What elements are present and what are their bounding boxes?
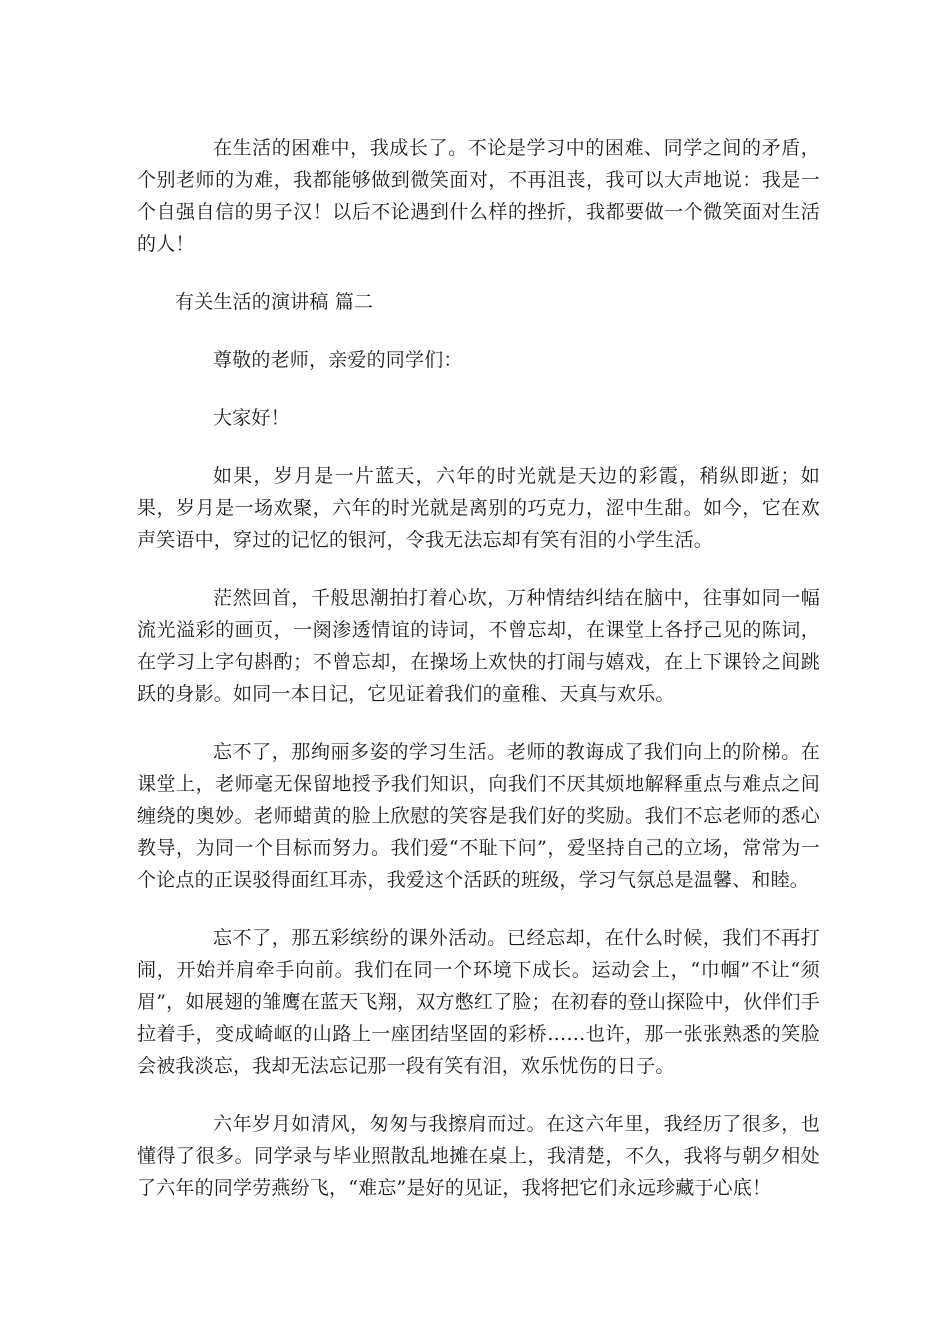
paragraph-activities: 忘不了，那五彩缤纷的课外活动。已经忘却，在什么时候，我们不再打闹，开始并肩牵手向前。我们在同一个环境下成长。运动会上，“巾帼”不让“须眉”，如展翅的雏鹰在蓝天飞翔，双方憋红了脸；在初春的登山探险中，伙伴们手拉着手，变成崎岖的山路上一座团结坚固的彩桥……也许，那一张张熟悉的笑脸会被我淡忘，我却无法忘记那一段有笑有泪，欢乐忧伤的日子。 [137,927,820,1077]
salutation: 尊敬的老师，亲爱的同学们： [213,349,463,371]
paragraph-years: 如果，岁月是一片蓝天，六年的时光就是天边的彩霞，稍纵即逝；如果，岁月是一场欢聚，六年的时光就是离别的巧克力，涩中生甜。如今，它在欢声笑语中，穿过的记忆的银河，令我无法忘却有笑有泪的小学生活。 [137,465,820,551]
paragraph-memories: 茫然回首，千般思潮拍打着心坎，万种情结纠结在脑中，往事如同一幅流光溢彩的画页，一阕渗透情谊的诗词，不曾忘却，在课堂上各抒己见的陈词，在学习上字句斟酌；不曾忘却，在操场上欢快的打闹与嬉戏，在上下课铃之间跳跃的身影。如同一本日记，它见证着我们的童稚、天真与欢乐。 [137,587,820,705]
paragraph-study-life: 忘不了，那绚丽多姿的学习生活。老师的教诲成了我们向上的阶梯。在课堂上，老师毫无保留地授予我们知识，向我们不厌其烦地解释重点与难点之间缠绕的奥妙。老师蜡黄的脸上欣慰的笑容是我们好的奖励。我们不忘老师的悉心教导，为同一个目标而努力。我们爱“不耻下问”，爱坚持自己的立场，常常为一个论点的正误驳得面红耳赤，我爱这个活跃的班级，学习气氛总是温馨、和睦。 [137,741,820,891]
greeting: 大家好！ [213,407,290,429]
section-heading: 有关生活的演讲稿 篇二 [175,291,374,313]
paragraph-growth: 在生活的困难中，我成长了。不论是学习中的困难、同学之间的矛盾，个别老师的为难，我都能够做到微笑面对，不再沮丧，我可以大声地说：我是一个自强自信的男子汉！以后不论遇到什么样的挫折，我都要做一个微笑面对生活的人！ [137,137,820,255]
paragraph-farewell: 六年岁月如清风，匆匆与我擦肩而过。在这六年里，我经历了很多，也懂得了很多。同学录与毕业照散乱地摊在桌上，我清楚，不久，我将与朝夕相处了六年的同学劳燕纷飞，“难忘”是好的见证，我将把它们永远珍藏于心底！ [137,1113,820,1199]
document-body [137,132,820,1230]
